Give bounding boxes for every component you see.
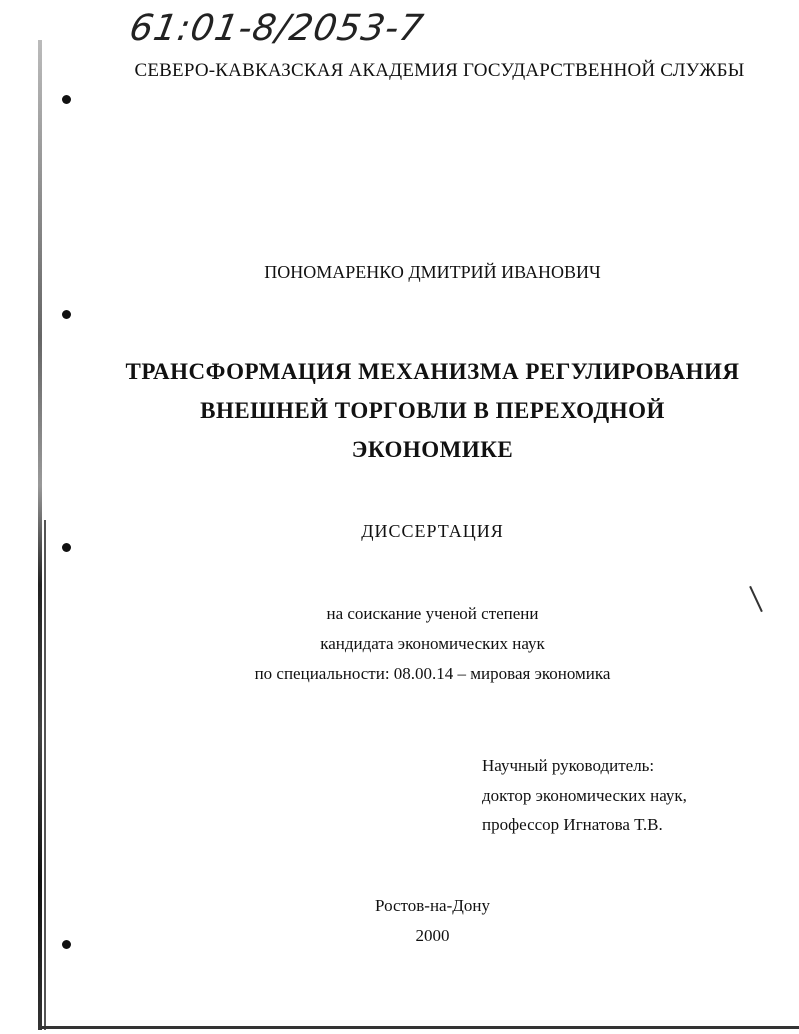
author-name: ПОНОМАРЕНКО ДМИТРИЙ ИВАНОВИЧ [264,262,601,282]
punch-hole [62,543,71,552]
year: 2000 [415,926,450,945]
title-line-3: ЭКОНОМИКЕ [351,437,514,462]
punch-hole [62,310,71,319]
archive-mark: 61:01-8/2053-7 [126,8,427,49]
supervisor-label: Научный руководитель: [482,756,655,775]
city: Ростов-на-Дону [375,896,490,915]
document-type: ДИССЕРТАЦИЯ [361,521,504,541]
institution-name: СЕВЕРО-КАВКАЗСКАЯ АКАДЕМИЯ ГОСУДАРСТВЕННОЙ СЛУЖБЫ [134,60,745,81]
supervisor-degree: доктор экономических наук, [482,786,687,805]
title-line-2: ВНЕШНЕЙ ТОРГОВЛИ В ПЕРЕХОДНОЙ [200,398,665,423]
binding-edge-inner [44,520,46,1030]
punch-hole [62,95,71,104]
degree-line-3: по специальности: 08.00.14 – мировая экономика [254,664,611,683]
degree-line-1: на соискание ученой степени [326,604,539,623]
supervisor-name: профессор Игнатова Т.В. [482,815,663,834]
title-line-1: ТРАНСФОРМАЦИЯ МЕХАНИЗМА РЕГУЛИРОВАНИЯ [125,359,740,384]
bottom-rule [38,1026,799,1029]
degree-line-2: кандидата экономических наук [320,634,545,653]
